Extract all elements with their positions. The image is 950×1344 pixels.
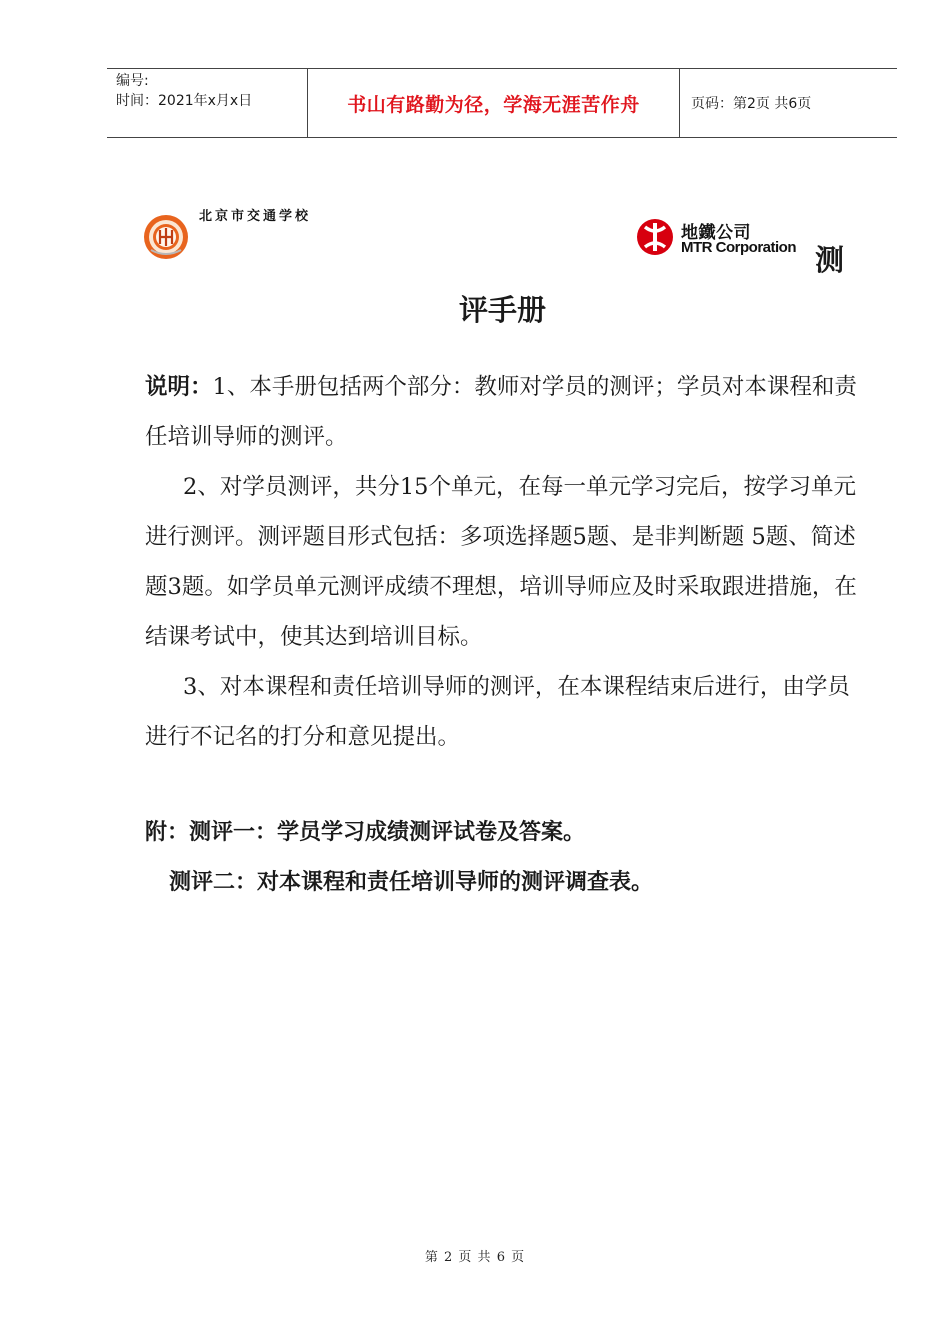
instruction-item-3: 3、对本课程和责任培训导师的测评，在本课程结束后进行，由学员进行不记名的打分和意见提出。 [145,674,850,750]
school-name: 北京市交通学校 [199,209,312,224]
document-date: 时间：2021年x月x日 [116,93,253,109]
instruction-item-2: 2、对学员测评，共分15个单元，在每一单元学习完后，按学习单元进行测评。测评题目形式包括：多项选择题5题、是非判断题 5题、简述题3题。如学员单元测评成绩不理想，培训导师应及时采取跟进措施，在结课考试中，使其达到培训目标。 [145,474,857,650]
header-motto: 书山有路勤为径，学海无涯苦作舟 [308,69,680,137]
header-page-number: 页码：第2页 共6页 [691,96,812,112]
mtr-chinese-name: 地鐵公司 [681,223,751,243]
mtr-english-name: MTR Corporation [681,239,796,256]
page-footer: 第 2 页 共 6 页 [424,1250,526,1265]
appendix-line-2: 测评二：对本课程和责任培训导师的测评调查表。 [169,870,654,895]
mtr-logo-icon [636,218,674,256]
page-header [107,68,897,138]
instruction-item-1 [145,362,865,462]
appendix-section [145,808,865,908]
instruction-item-1-text: 1、本手册包括两个部分：教师对学员的测评；学员对本课程和责任培训导师的测评。 [145,374,857,450]
document-number-label: 编号: [116,73,149,89]
title-part-2: 评手册 [458,293,546,327]
instructions-section [145,362,865,762]
header-info-cell [107,69,308,137]
school-logo-icon [143,214,189,260]
instructions-label: 说明： [145,374,213,400]
title-part-1: 测 [815,243,845,277]
appendix-line-1: 附：测评一：学员学习成绩测评试卷及答案。 [145,820,586,845]
